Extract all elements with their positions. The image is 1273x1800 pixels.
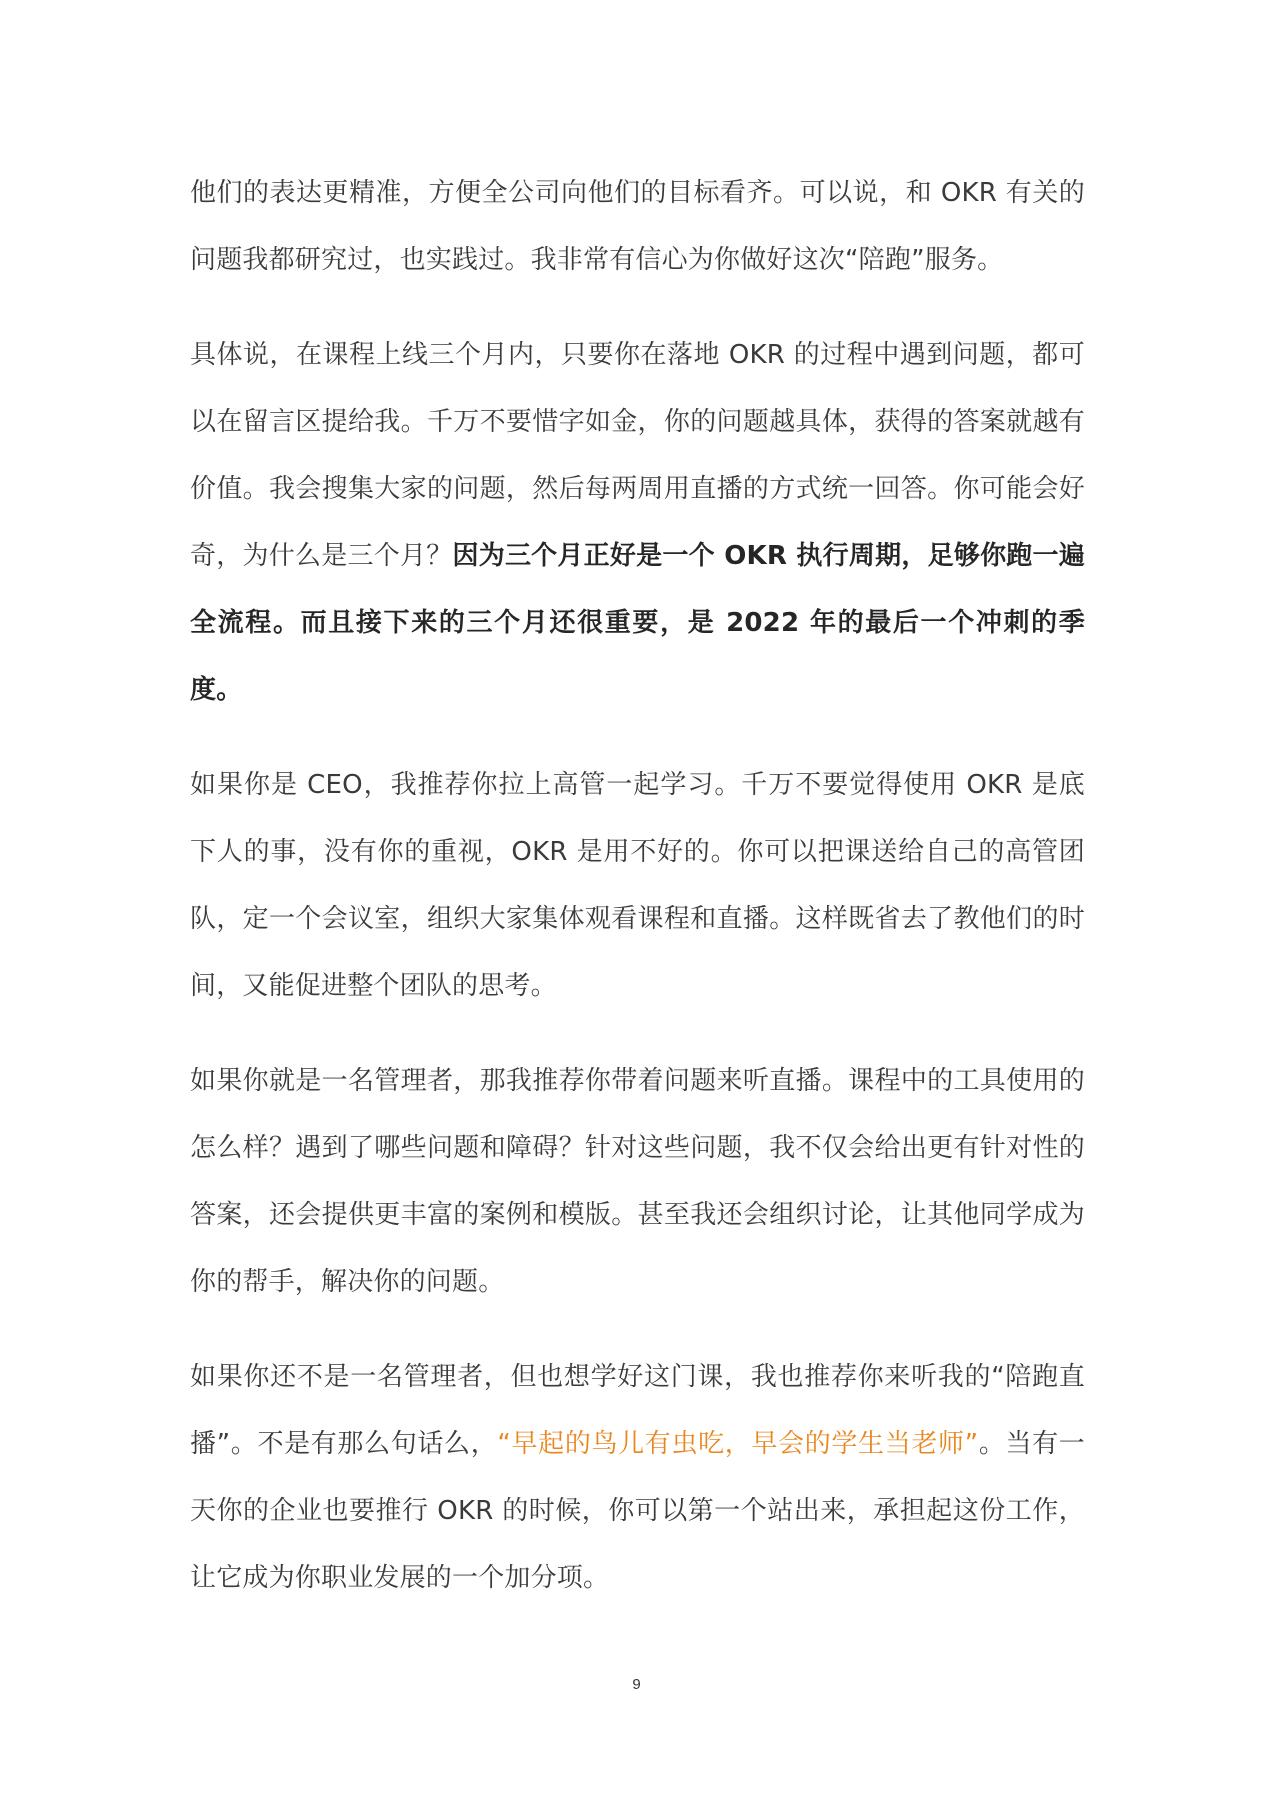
body-text [190, 160, 1085, 1640]
paragraph-4-text: 如果你就是一名管理者，那我推荐你带着问题来听直播。课程中的工具使用的怎么样？遇到了哪些问题和障碍？针对这些问题，我不仅会给出更有针对性的答案，还会提供更丰富的案例和模版。甚至我还会组织讨论，让其他同学成为你的帮手，解决你的问题。 [190, 1066, 1085, 1297]
paragraph-3 [190, 752, 1085, 1020]
paragraph-5 [190, 1344, 1085, 1612]
paragraph-1-text: 他们的表达更精准，方便全公司向他们的目标看齐。可以说，和 OKR 有关的问题我都研究过，也实践过。我非常有信心为你做好这次“陪跑”服务。 [190, 178, 1085, 275]
paragraph-1 [190, 160, 1085, 294]
paragraph-5-highlight-quote: “早起的鸟儿有虫吃，早会的学生当老师” [497, 1429, 979, 1459]
paragraph-2-bold-text: 因为三个月正好是一个 OKR 执行周期，足够你跑一遍全流程。而且接下来的三个月还很重要，是 2022 年的最后一个冲刺的季度。 [190, 541, 1085, 705]
paragraph-3-text: 如果你是 CEO，我推荐你拉上高管一起学习。千万不要觉得使用 OKR 是底下人的事，没有你的重视，OKR 是用不好的。你可以把课送给自己的高管团队，定一个会议室，组织大家集体观看课程和直播。这样既省去了教他们的时间，又能促进整个团队的思考。 [190, 770, 1085, 1001]
paragraph-4 [190, 1048, 1085, 1316]
paragraph-2-text: 具体说，在课程上线三个月内，只要你在落地 OKR 的过程中遇到问题，都可以在留言区提给我。千万不要惜字如金，你的问题越具体，获得的答案就越有价值。我会搜集大家的问题，然后每两周用直播的方式统一回答。你可能会好奇，为什么是三个月？ [190, 340, 1085, 571]
paragraph-5-text: 如果你还不是一名管理者，但也想学好这门课，我也推荐你来听我的“陪跑直播”。不是有那么句话么， [190, 1362, 1085, 1459]
page-number: 9 [632, 1676, 641, 1693]
paragraph-2 [190, 322, 1085, 724]
paragraph-5-text-end: 。当有一天你的企业也要推行 OKR 的时候，你可以第一个站出来，承担起这份工作，让它成为你职业发展的一个加分项。 [190, 1429, 1085, 1593]
